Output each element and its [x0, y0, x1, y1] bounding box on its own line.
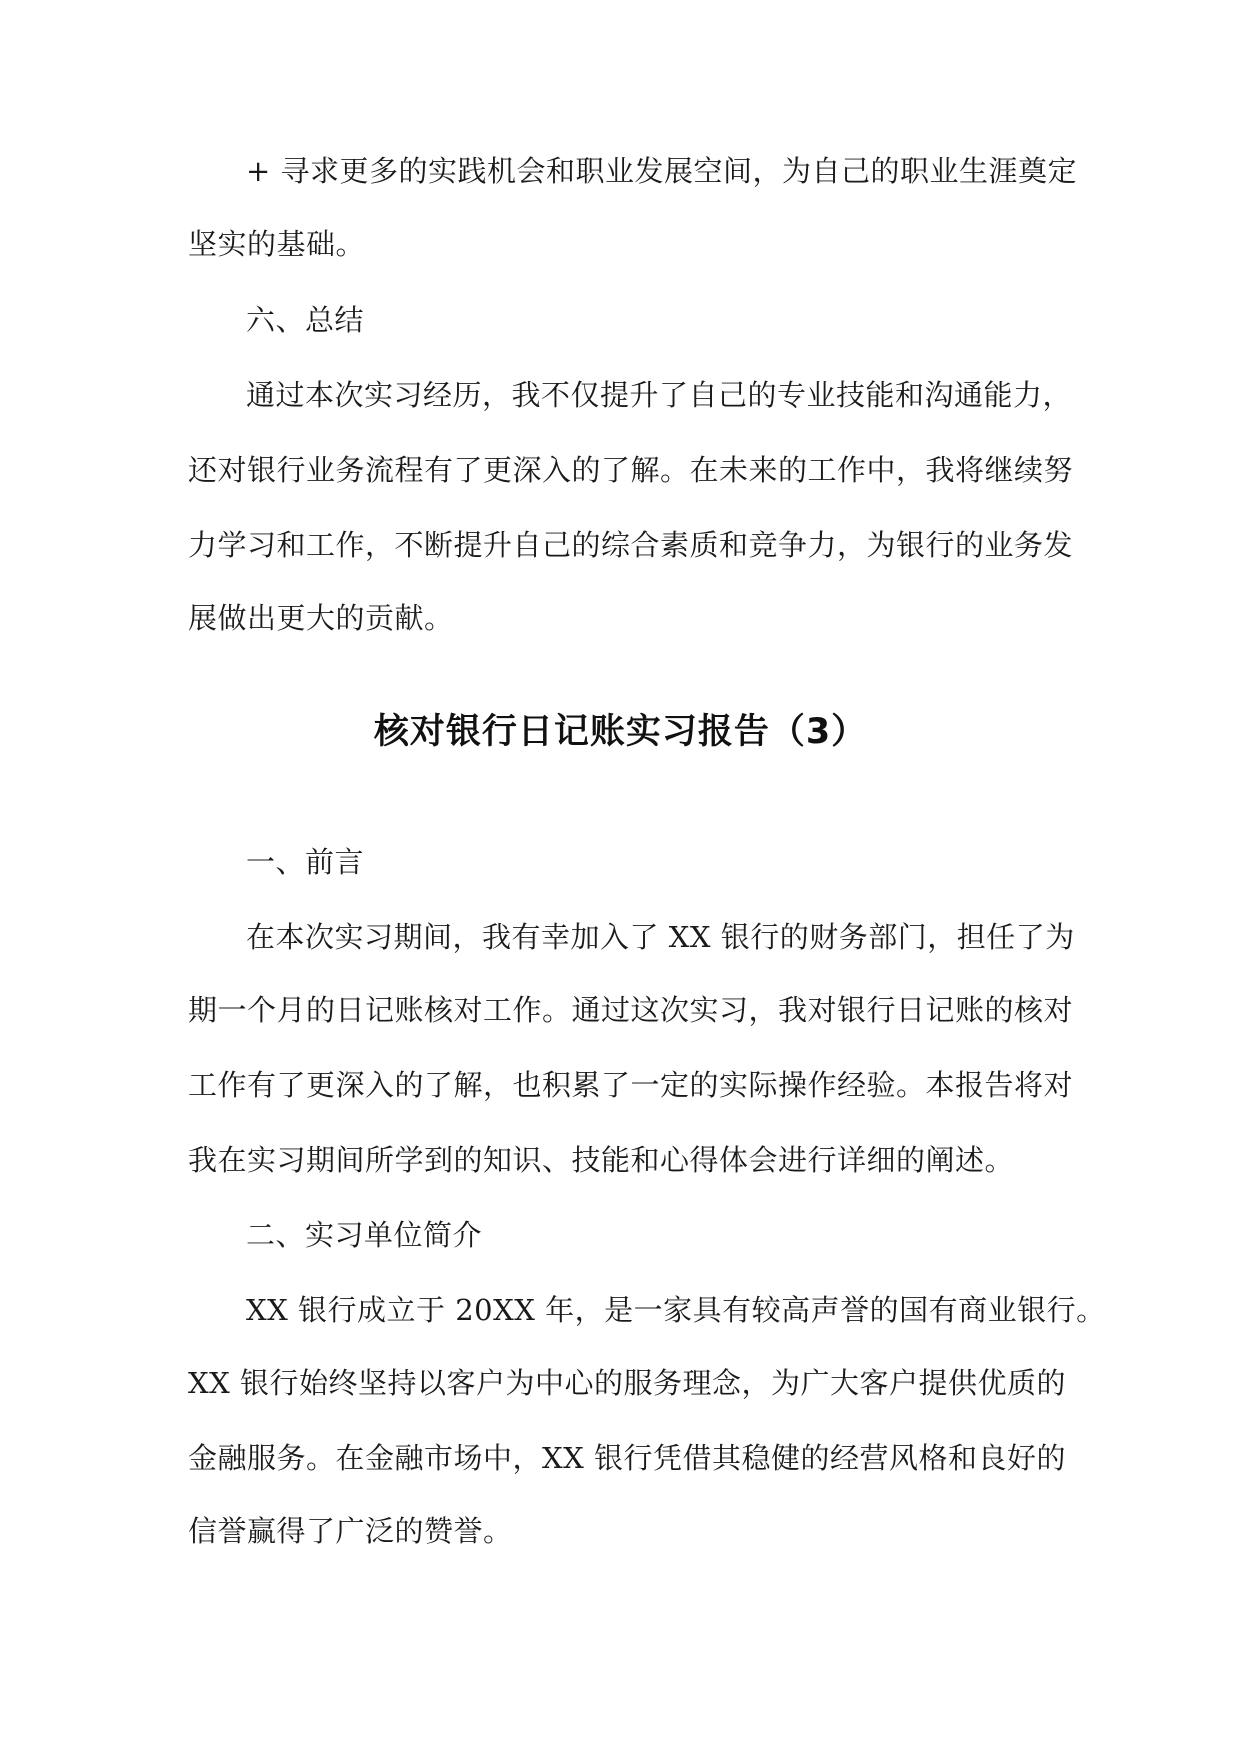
paragraph-line: + 寻求更多的实践机会和职业发展空间，为自己的职业生涯奠定	[246, 154, 1078, 188]
section-heading: 一、前言	[246, 845, 365, 879]
section-heading: 二、实习单位简介	[246, 1218, 483, 1252]
paragraph-line: XX 银行始终坚持以客户为中心的服务理念，为广大客户提供优质的	[188, 1366, 1067, 1400]
paragraph-line: 工作有了更深入的了解，也积累了一定的实际操作经验。本报告将对	[188, 1068, 1074, 1102]
paragraph-line: 我在实习期间所学到的知识、技能和心得体会进行详细的阐述。	[188, 1143, 1015, 1177]
paragraph-line: 坚实的基础。	[188, 227, 366, 261]
paragraph-line: 通过本次实习经历，我不仅提升了自己的专业技能和沟通能力，	[246, 378, 1073, 412]
section-heading: 六、总结	[246, 303, 365, 337]
paragraph-line: 期一个月的日记账核对工作。通过这次实习，我对银行日记账的核对	[188, 993, 1074, 1027]
paragraph-line: 力学习和工作，不断提升自己的综合素质和竞争力，为银行的业务发	[188, 528, 1074, 562]
paragraph-line: 展做出更大的贡献。	[188, 601, 454, 635]
paragraph-line: 在本次实习期间，我有幸加入了 XX 银行的财务部门，担任了为	[246, 920, 1075, 954]
paragraph-line: 金融服务。在金融市场中，XX 银行凭借其稳健的经营风格和良好的	[188, 1441, 1067, 1475]
paragraph-line: 信誉赢得了广泛的赞誉。	[188, 1514, 513, 1548]
report-title: 核对银行日记账实习报告（3）	[373, 712, 868, 752]
paragraph-line: 还对银行业务流程有了更深入的了解。在未来的工作中，我将继续努	[188, 453, 1074, 487]
paragraph-line: XX 银行成立于 20XX 年，是一家具有较高声誉的国有商业银行。	[246, 1293, 1106, 1327]
